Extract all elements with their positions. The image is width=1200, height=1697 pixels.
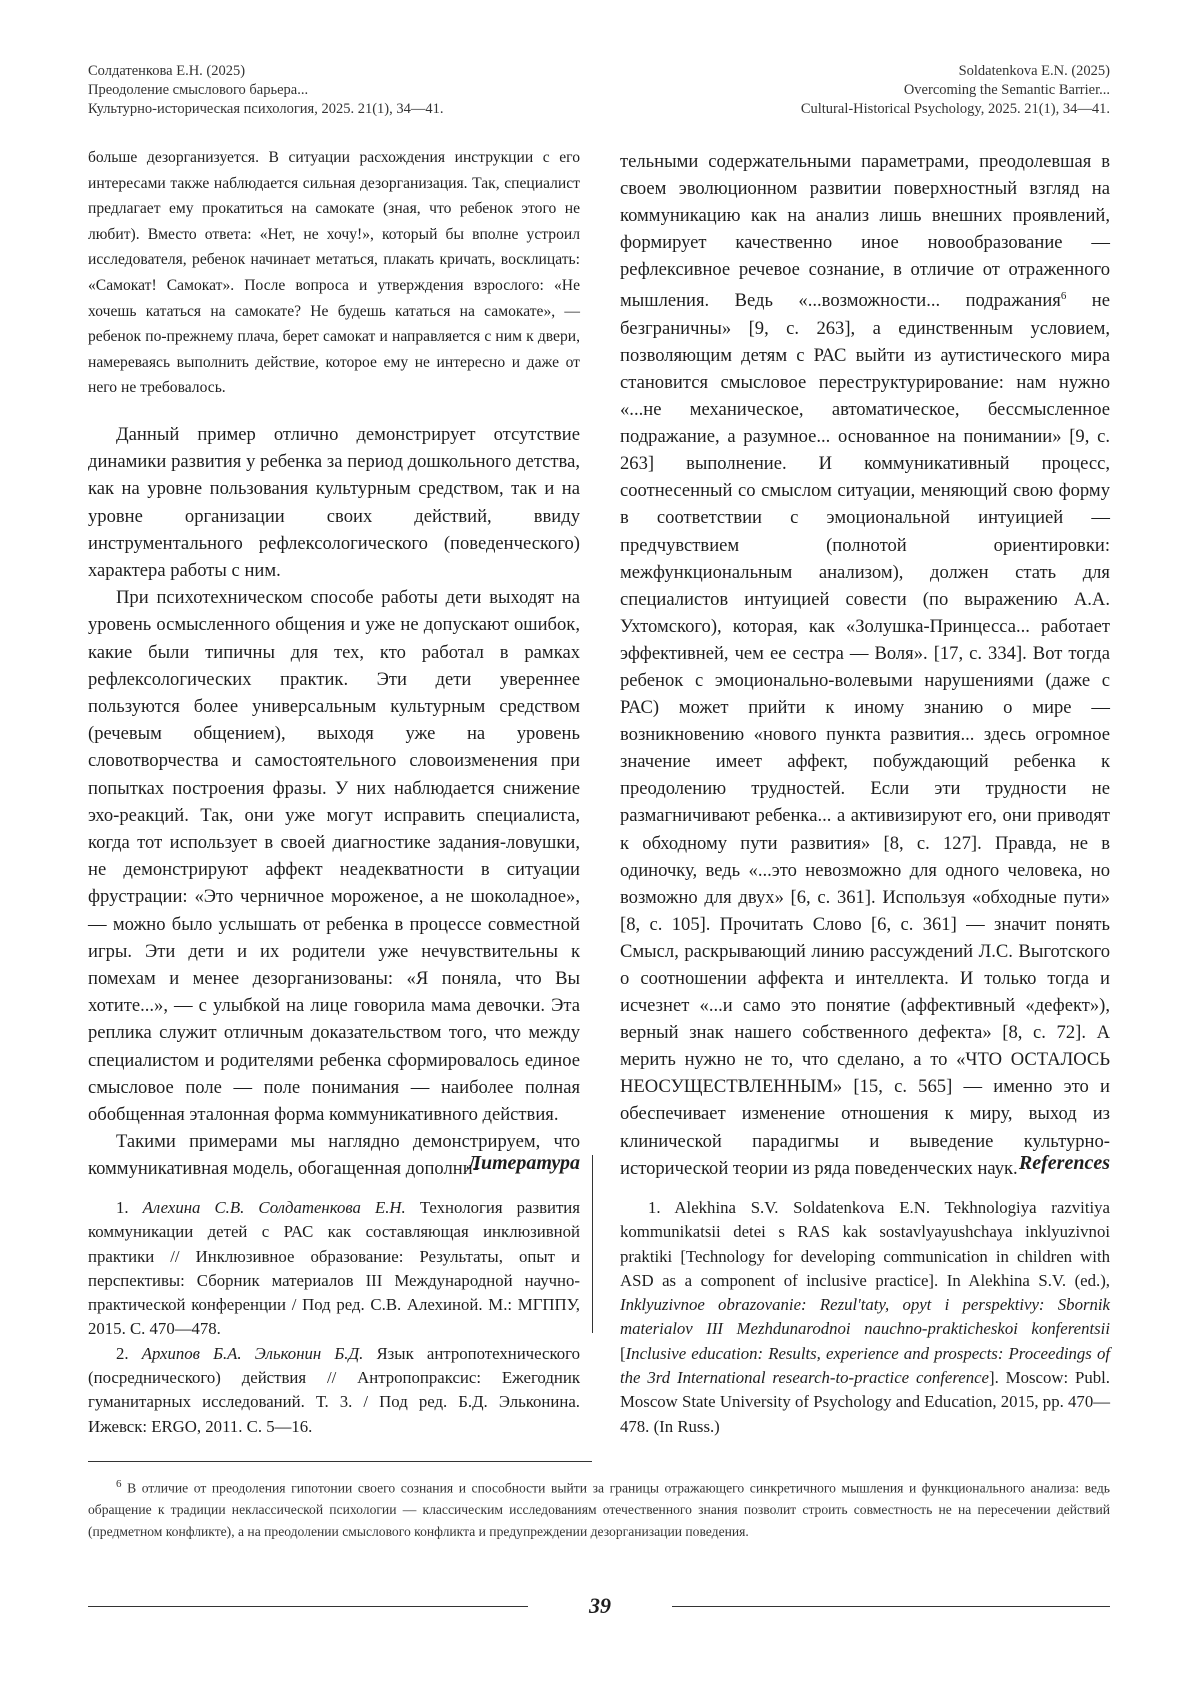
reference-item [620,1196,1110,1439]
literature-list [88,1196,580,1439]
item-authors: Алехина С.В. Солдатенкова Е.Н. [143,1198,406,1217]
header-title: Overcoming the Semantic Barrier... [801,81,1110,100]
literature-heading: Литература [88,1152,580,1175]
item-title: Inklyuzivnoe obrazovanie: Rezul'taty, opyt i perspektivy: Sbornik materialov III Mezhdunarodnoi nauchno-prakticheskoi konferentsii [620,1295,1110,1338]
header-author: Солдатенкова Е.Н. (2025) [88,62,444,81]
header-author: Soldatenkova E.N. (2025) [801,62,1110,81]
item-number: 2. [116,1344,142,1363]
item-authors: Архипов Б.А. Эльконин Б.Д. [142,1344,364,1363]
literature-item [88,1342,580,1439]
paragraph: Данный пример отлично демонстрирует отсутствие динамики развития у ребенка за период дошкольного детства, как на уровне пользования культурным средством, так и на уровне организации своих действий, ввиду инструментального рефлексологического (поведенческого) характера работы с ним. [88,421,580,584]
item-text: Язык антропотехнического (посреднического) действия // Антропопраксис: Ежегодник гуманитарных исследований. Т. 3. / Под ред. Б.Д. Эльконина. Ижевск: ERGO, 2011. С. 5—16. [88,1344,580,1436]
footnote-divider [88,1461,592,1462]
item-title: Inclusive education: Results, experience and prospects: Proceedings of the 3rd International research-to-practice conference [620,1344,1110,1387]
running-header-en [801,62,1110,119]
paragraph [620,148,1110,1182]
footnote-mark: 6 [116,1478,122,1490]
references-list [620,1196,1110,1439]
item-text: ]. Moscow: Publ. Moscow State University of Psychology and Education, 2015, pp. 470—478. (In Russ.) [620,1368,1110,1436]
footnote-text: В отличие от преодоления гипотонии своего сознания и способности выйти за границы отражающего синкретичного мышления и функционального анализа: ведь обращение к традиции неклассической психологии — классическим исследованиям отечественного знания позволит строить совместность не на пересечении действий (предметном конфликте), а на преодолении смыслового конфликта и предупреждении дезорганизации поведения. [88,1481,1110,1539]
running-header-ru [88,62,444,119]
column-divider [592,1155,593,1333]
references-heading: References [620,1152,1110,1175]
header-journal: Культурно-историческая психология, 2025. 21(1), 34—41. [88,100,444,119]
item-text: 1. Alekhina S.V. Soldatenkova E.N. Tekhnologiya razvitiya kommunikatsii detei s RAS kak sostavlyayushchaya inklyuzivnoi praktiki [Technology for developing communication in children with ASD as a component of inclusive practice]. In Alekhina S.V. (ed.), [620,1198,1110,1290]
right-column [620,148,1110,1182]
item-number: 1. [116,1198,143,1217]
literature-item [88,1196,580,1342]
header-journal: Cultural-Historical Psychology, 2025. 21(1), 34—41. [801,100,1110,119]
paragraph: Такими примерами мы наглядно демонстрируем, что коммуникативная модель, обогащенная дополни- [88,1128,580,1182]
item-text: Технология развития коммуникации детей с РАС как составляющая инклюзивной практики // Инклюзивное образование: Результаты, опыт и перспективы: Сборник материалов III Международной научно-практической конференции / Под ред. С.В. Алехиной. М.: МГППУ, 2015. С. 470—478. [88,1198,580,1338]
page-number: 39 [0,1593,1200,1619]
text: не безграничны» [9, с. 263], а единственным условием, позволяющим детям с РАС выйти из аутистического мира становится смысловое переструктурирование: нам нужно «...не механическое, автоматическое, бессмысленное подражание, а разумное... основанное на понимании» [9, с. 263] выполнение. И коммуникативный процесс, соотнесенный со смыслом ситуации, меняющий свою форму в соответствии с эмоциональной интуицией — предчувствием (полнотой ориентировки: межфункциональным анализом), должен стать для специалистов интуицией совести (по выражению А.А. Ухтомского), которая, как «Золушка-Принцесса... работает эффективней, чем ее сестра — Воля». [17, с. 334]. Вот тогда ребенок с эмоционально-волевыми нарушениями (даже с РАС) может прийти к иному знанию о мире — возникновению «нового пункта развития... здесь огромное значение имеет аффект, побуждающий ребенка к преодолению трудностей. Если эти трудности не размагничивают ребенка... а активизируют его, они приводят к обходному пути развития» [8, с. 127]. Правда, не в одиночку, ведь «...это невозможно для одного человека, но возможно для двух» [6, с. 361]. Используя «обходные пути» [8, с. 105]. Прочитать Слово [6, с. 361] — значит понять Смысл, раскрывающий линию рассуждений Л.С. Выготского о соотношении аффекта и интеллекта. И только тогда и исчезнет «...и само это понятие (аффективный «дефект»), верный знак нашего собственного дефекта» [8, с. 72]. А мерить нужно не то, что сделано, а то «ЧТО ОСТАЛОСЬ НЕОСУЩЕСТВЛЕННЫМ» [15, с. 565] — именно это и обеспечивает изменение отношения к миру, выход из клинической парадигмы и выведение культурно-исторической теории из ряда поведенческих наук. [620,291,1110,1179]
example-block: больше дезорганизуется. В ситуации расхождения инструкции с его интересами также наблюдается сильная дезорганизация. Так, специалист предлагает ему прокатиться на самокате (зная, что ребенок этого не любит). Вместо ответа: «Нет, не хочу!», который бы вполне устроил исследователя, ребенок начинает метаться, плакать кричать, восклицать: «Самокат! Самокат». После вопроса и утверждения взрослого: «Не хочешь кататься на самокате? Не будешь кататься на самокате», — ребенок по-прежнему плача, берет самокат и направляется с ним к двери, намереваясь выполнить действие, которое ему не интересно и даже от него не требовалось. [88,145,580,401]
paragraph: При психотехническом способе работы дети выходят на уровень осмысленного общения и уже не допускают ошибок, какие были типичны для тех, кто работал в рамках рефлексологических практик. Эти дети увереннее пользуются более универсальным культурным средством (речевым общением), выходя уже на уровень словотворчества и самостоятельного словоизменения при попытках построения фразы. У них наблюдается снижение эхо-реакций. Так, они уже могут исправить специалиста, когда тот использует в своей диагностике задания-ловушки, не демонстрируют аффект неадекватности в ситуации фрустрации: «Это черничное мороженое, а не шоколадное», — можно было услышать от ребенка в процессе совместной игры. Эти дети и их родители уже нечувствительны к помехам и менее дезорганизованы: «Я поняла, что Вы хотите...», — с улыбкой на лице говорила мама девочки. Эта реплика служит отличным доказательством того, что между специалистом и родителями ребенка сформировалось единое смысловое поле — поле понимания — наиболее полная обобщенная эталонная форма коммуникативного действия. [88,584,580,1128]
footnote-ref[interactable]: 6 [1061,290,1067,302]
text: тельными содержательными параметрами, преодолевшая в своем эволюционном развитии поверхностный взгляд на коммуникацию как на анализ лишь внешних проявлений, формирует качественно иное новообразование — рефлексивное речевое сознание, в отличие от отраженного мышления. Ведь «...возможности... подражания [620,151,1110,312]
left-column [88,145,580,1183]
footnote [88,1474,1110,1542]
item-text: [ [620,1344,626,1363]
header-title: Преодоление смыслового барьера... [88,81,444,100]
